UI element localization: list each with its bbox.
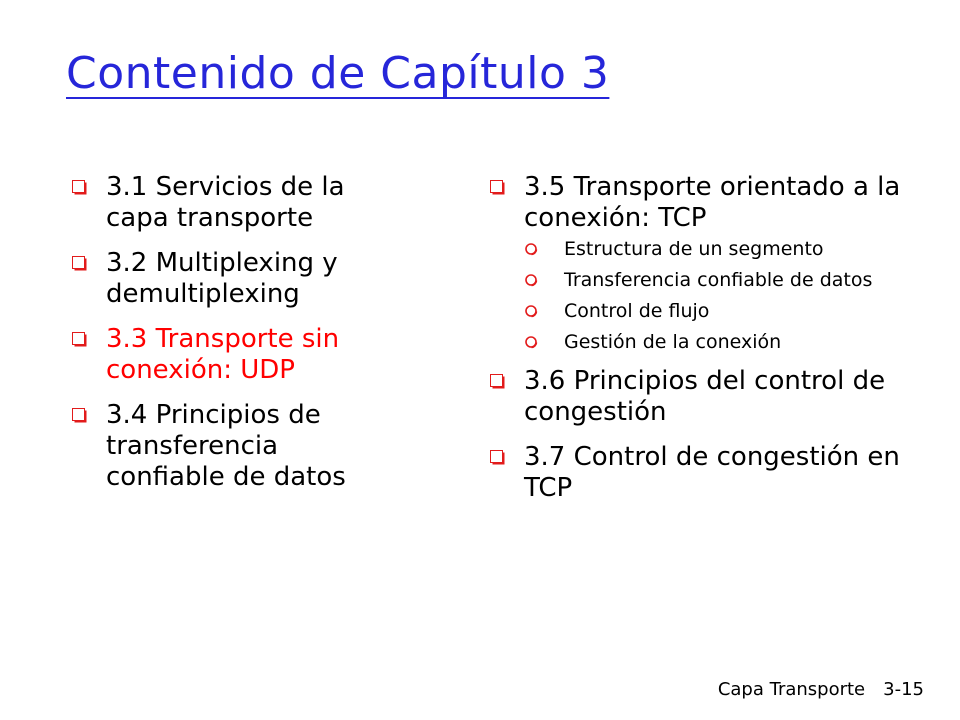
footer-section: Capa Transporte: [717, 679, 866, 700]
sub-item-text: Transferencia confiable de datos: [564, 269, 873, 291]
list-item-text: 3.4 Principios de transferencia confiable de datos: [106, 400, 346, 492]
sub-item-text: Control de flujo: [564, 300, 710, 322]
right-column: [488, 172, 908, 518]
list-item-3-2: [70, 248, 400, 310]
square-bullet-icon: [490, 374, 503, 387]
list-item-3-3-highlighted: [70, 324, 400, 386]
list-item-text: 3.1 Servicios de la capa transporte: [106, 172, 345, 233]
square-bullet-icon: [490, 450, 503, 463]
square-bullet-icon: [72, 256, 85, 269]
list-item-3-6: [488, 366, 908, 428]
tcp-sublist: [488, 238, 908, 354]
list-item-3-4: [70, 400, 400, 493]
sub-item-flow-control: [524, 300, 908, 323]
list-item-text: 3.2 Multiplexing y demultiplexing: [106, 248, 338, 309]
circle-bullet-icon: [524, 334, 539, 353]
sub-item-reliable-transfer: [524, 269, 908, 292]
slide-title: Contenido de Capítulo 3: [66, 48, 610, 99]
sub-item-text: Gestión de la conexión: [564, 331, 782, 353]
list-item-text: 3.3 Transporte sin conexión: UDP: [106, 324, 340, 385]
slide-footer: [718, 679, 924, 700]
circle-bullet-icon: [524, 303, 539, 322]
circle-bullet-icon: [524, 272, 539, 291]
square-bullet-icon: [490, 180, 503, 193]
circle-bullet-icon: [524, 241, 539, 260]
sub-item-segment-structure: [524, 238, 908, 261]
list-item-text: 3.5 Transporte orientado a la conexión: TCP: [524, 172, 901, 233]
square-bullet-icon: [72, 408, 85, 421]
list-item-text: 3.7 Control de congestión en TCP: [524, 442, 900, 503]
sub-item-connection-management: [524, 331, 908, 354]
list-item-text: 3.6 Principios del control de congestión: [524, 366, 886, 427]
left-column: [70, 172, 400, 507]
list-item-3-7: [488, 442, 908, 504]
square-bullet-icon: [72, 332, 85, 345]
square-bullet-icon: [72, 180, 85, 193]
list-item-3-1: [70, 172, 400, 234]
list-item-3-5: [488, 172, 908, 234]
sub-item-text: Estructura de un segmento: [564, 238, 824, 260]
page-number: 3-15: [883, 679, 924, 700]
